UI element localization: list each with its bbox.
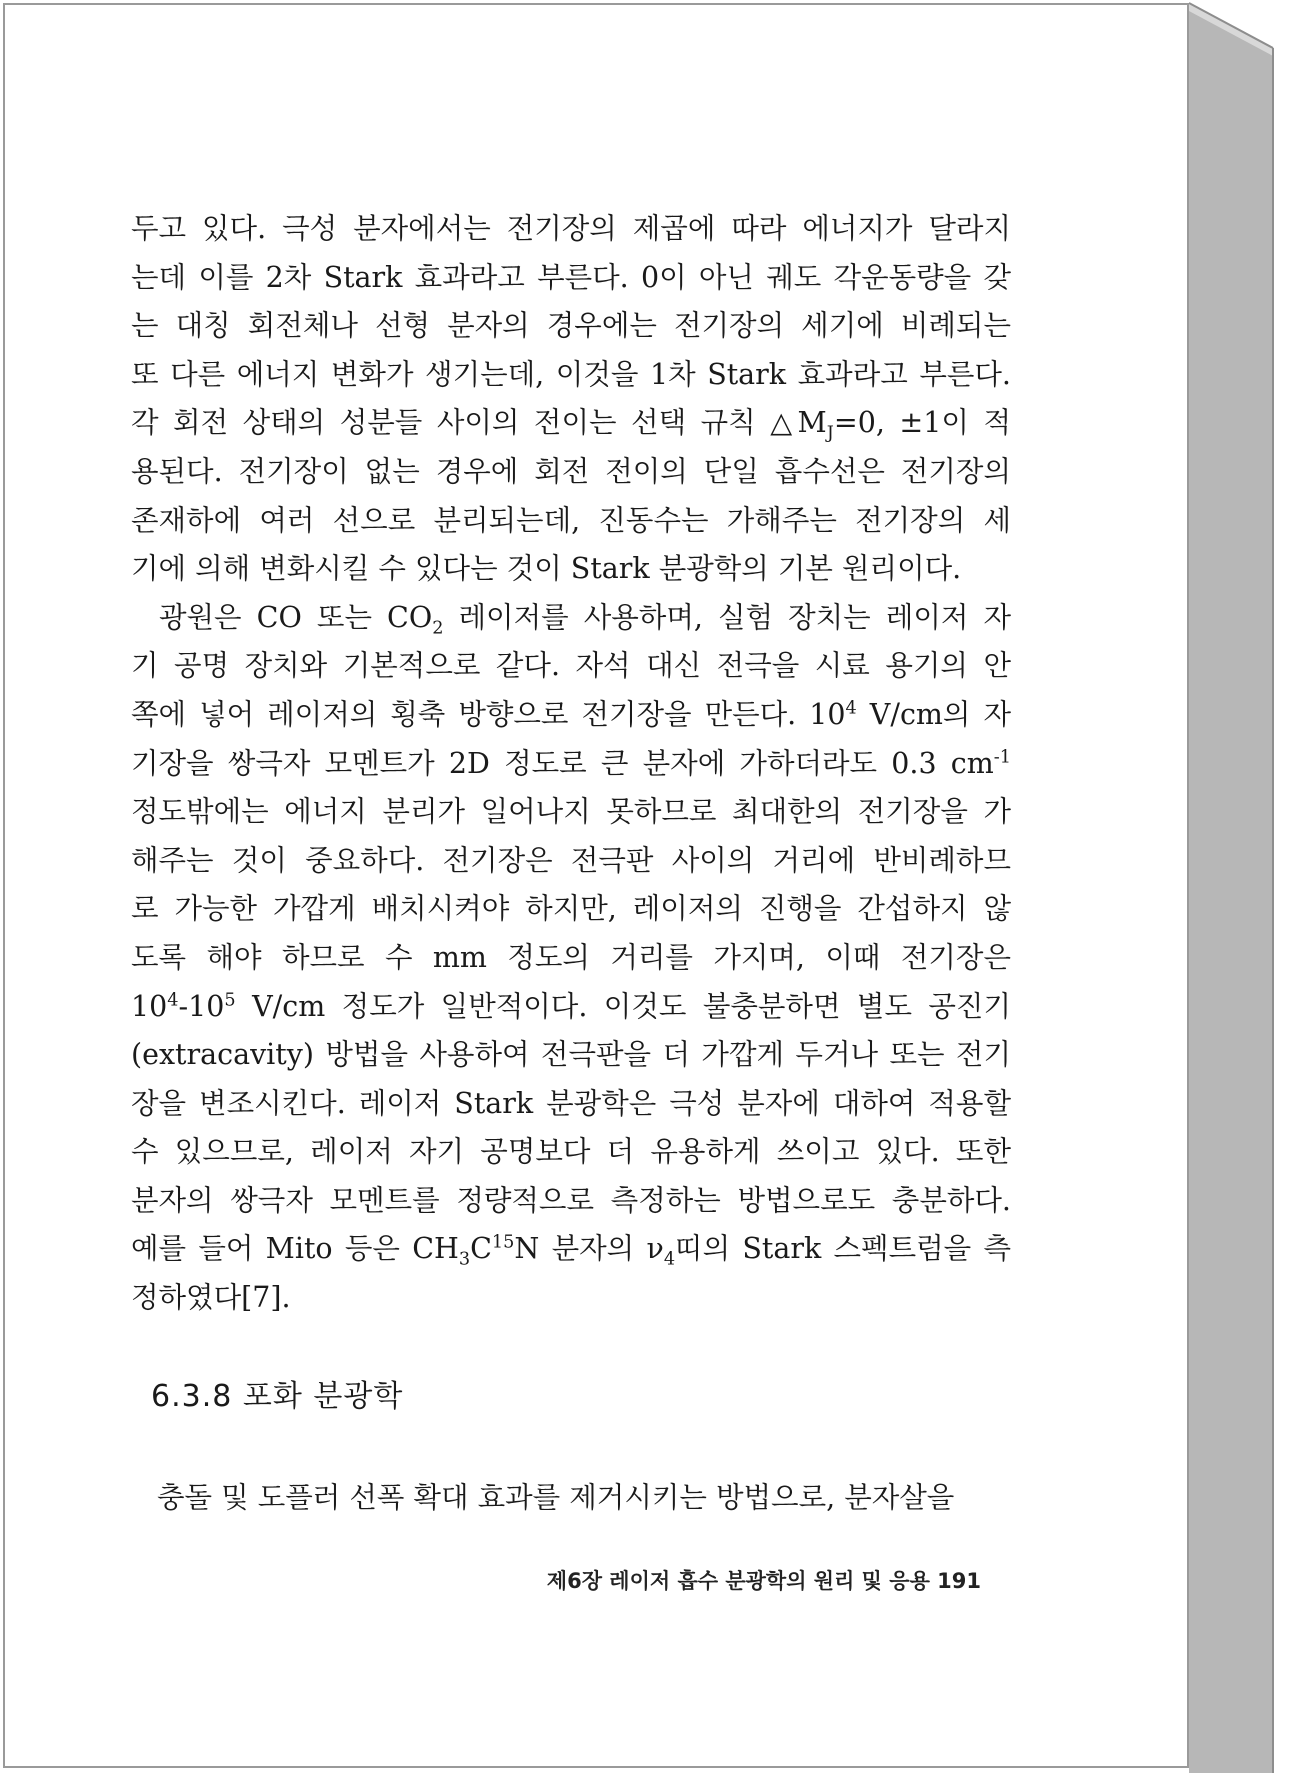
text-line: 쪽에 넣어 레이저의 횡축 방향으로 전기장을 만든다. $10^4$ V/cm의 자	[131, 697, 1011, 731]
text-line: 수 있으므로, 레이저 자기 공명보다 더 유용하게 쓰이고 있다. 또한	[131, 1135, 1011, 1169]
text-line: 로 가능한 가깝게 배치시켜야 하지만, 레이저의 진행을 간섭하지 않	[131, 892, 1011, 926]
book-page	[3, 3, 1189, 1768]
text-line: 각 회전 상태의 성분들 사이의 전이는 선택 규칙 $\triangle M_J=0$, ±1이 적	[131, 406, 1011, 445]
text-line: 는데 이를 2차 Stark 효과라고 부른다. 0이 아닌 궤도 각운동량을 갖	[131, 260, 1011, 294]
text-line: 도록 해야 하므로 수 mm 정도의 거리를 가지며, 이때 전기장은	[131, 940, 1011, 974]
text-line: 예를 들어 Mito 등은 $CH_3C^{15}N$ 분자의 $\nu_4$띠의 Stark 스펙트럼을 측	[131, 1232, 1011, 1271]
text-line: 해주는 것이 중요하다. 전기장은 전극판 사이의 거리에 반비례하므	[131, 843, 1011, 877]
page-body-text	[131, 205, 1011, 1323]
text-line: 광원은 CO 또는 $CO_2$ 레이저를 사용하며, 실험 장치는 레이저 자	[159, 600, 1011, 639]
text-line: $10^4-10^5$ V/cm 정도가 일반적이다. 이것도 불충분하면 별도 공진기	[131, 989, 1011, 1023]
text-line: 정도밖에는 에너지 분리가 일어나지 못하므로 최대한의 전기장을 가	[131, 795, 1011, 829]
text-line: 기에 의해 변화시킬 수 있다는 것이 Stark 분광학의 기본 원리이다.	[131, 552, 962, 586]
text-line: 기장을 쌍극자 모멘트가 2D 정도로 큰 분자에 가하더라도 0.3 $cm^{-1}$	[131, 746, 1011, 780]
text-line: 는 대칭 회전체나 선형 분자의 경우에는 전기장의 세기에 비례되는	[131, 309, 1011, 343]
text-line: 정하였다[7].	[131, 1281, 291, 1315]
text-line: 분자의 쌍극자 모멘트를 정량적으로 측정하는 방법으로도 충분하다.	[131, 1183, 1011, 1217]
section-intro-text: 충돌 및 도플러 선폭 확대 효과를 제거시키는 방법으로, 분자살을	[157, 1481, 955, 1514]
text-line: 용된다. 전기장이 없는 경우에 회전 전이의 단일 흡수선은 전기장의	[131, 454, 1011, 488]
text-line: 장을 변조시킨다. 레이저 Stark 분광학은 극성 분자에 대하여 적용할	[131, 1086, 1011, 1120]
text-line: 기 공명 장치와 기본적으로 같다. 자석 대신 전극을 시료 용기의 안	[131, 649, 1011, 683]
section-heading: 6.3.8 포화 분광학	[151, 1379, 404, 1414]
text-line: 존재하에 여러 선으로 분리되는데, 진동수는 가해주는 전기장의 세	[131, 503, 1011, 537]
page-footer: 제6장 레이저 흡수 분광학의 원리 및 응용 191	[546, 1569, 981, 1593]
text-line: 또 다른 에너지 변화가 생기는데, 이것을 1차 Stark 효과라고 부른다.	[131, 357, 1011, 391]
text-line: 두고 있다. 극성 분자에서는 전기장의 제곱에 따라 에너지가 달라지	[131, 212, 1011, 245]
text-line: (extracavity) 방법을 사용하여 전극판을 더 가깝게 두거나 또는 전기	[131, 1038, 1011, 1072]
